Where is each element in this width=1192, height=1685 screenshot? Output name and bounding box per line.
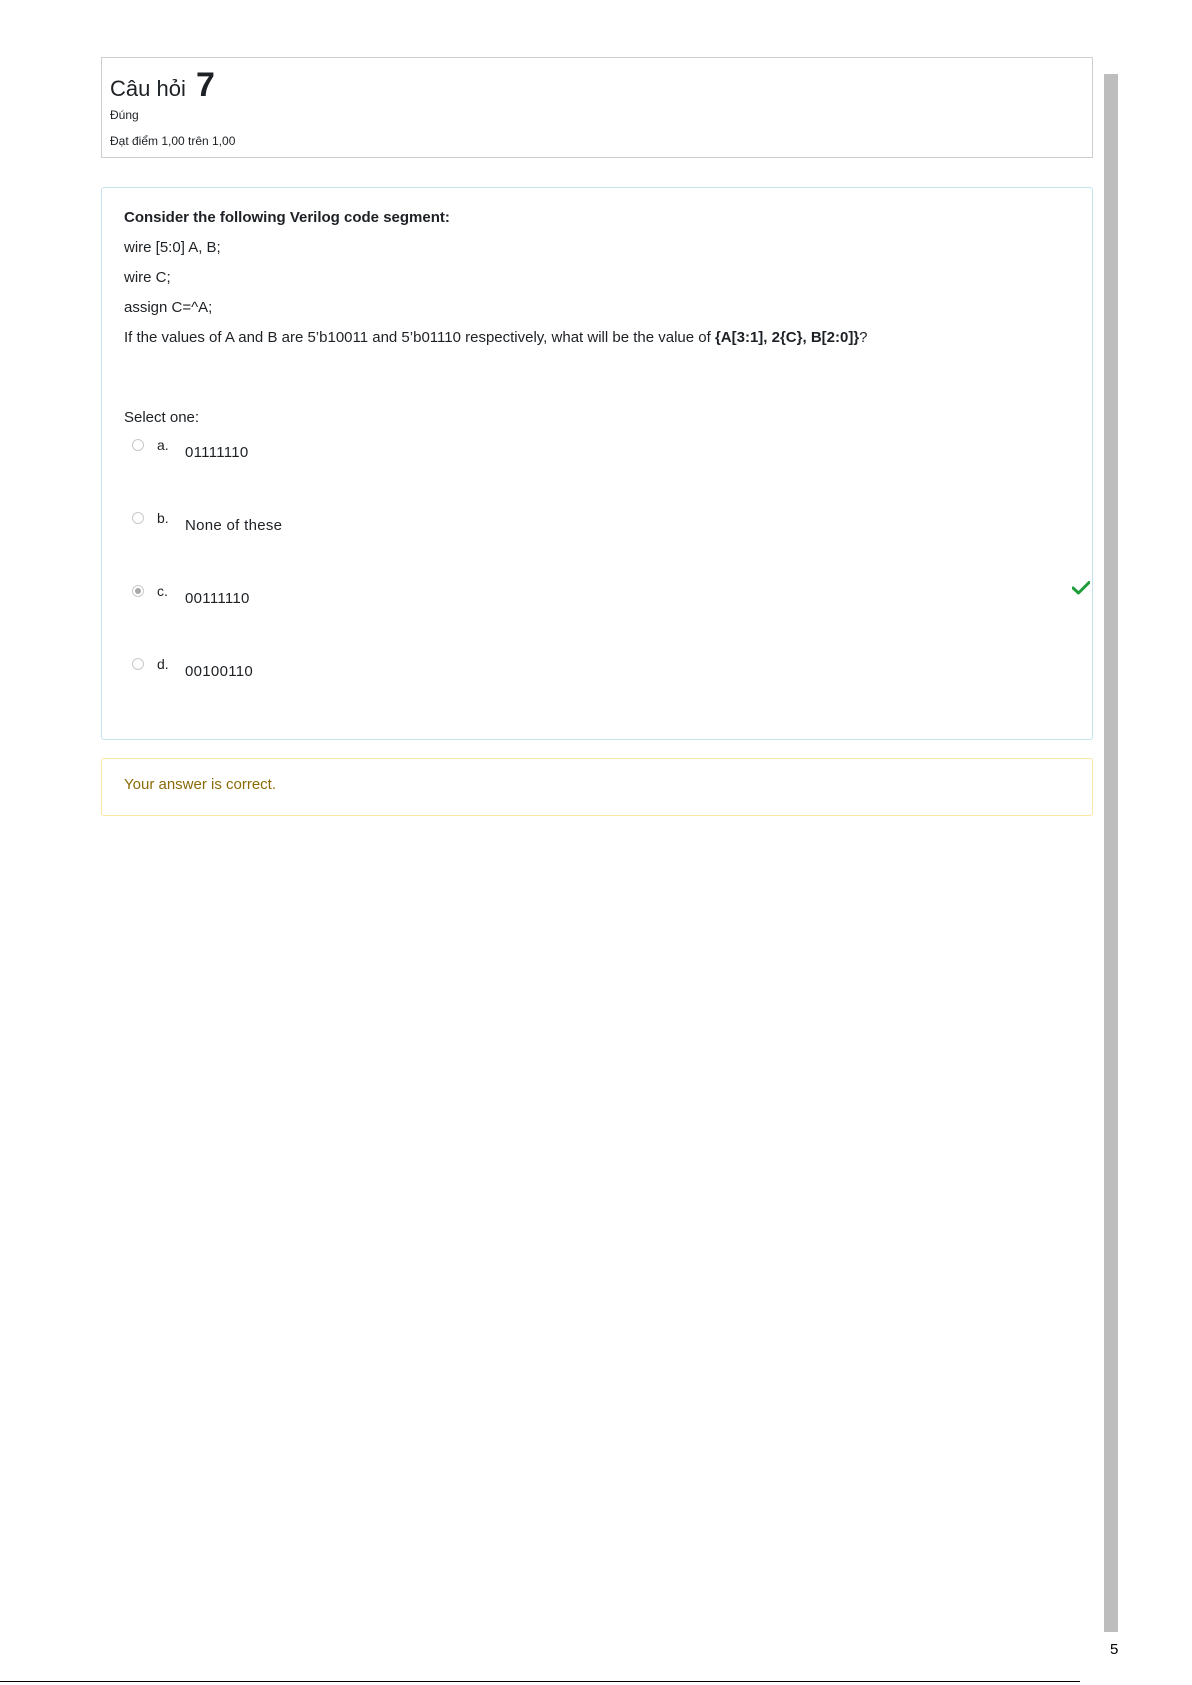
scrollbar[interactable] <box>1104 74 1118 1632</box>
question-number: 7 <box>195 66 215 104</box>
question-formulation <box>101 187 1093 740</box>
select-prompt: Select one: <box>124 409 200 426</box>
option-c-letter: c. <box>157 583 168 599</box>
code-line-1: wire [5:0] A, B; <box>124 239 221 256</box>
option-c-radio[interactable] <box>132 585 144 597</box>
question-info-box <box>101 57 1093 158</box>
feedback-box <box>101 758 1093 816</box>
check-icon <box>1072 581 1090 595</box>
option-a-letter: a. <box>157 437 169 453</box>
option-a-radio[interactable] <box>132 439 144 451</box>
page-number: 5 <box>1110 1641 1119 1658</box>
option-d-text[interactable]: 00100110 <box>185 663 254 680</box>
question-title <box>110 66 215 105</box>
question-sentence <box>124 330 868 346</box>
option-c[interactable] <box>132 583 1062 609</box>
question-expression: {A[3:1], 2{C}, B[2:0]} <box>714 329 860 346</box>
page-divider <box>0 1681 1080 1682</box>
code-line-2: wire C; <box>124 269 171 286</box>
question-sentence-start: If the values of A and B are 5’b10011 and 5’b01110 respectively, what will be the value of <box>124 329 715 346</box>
question-state: Đúng <box>110 108 139 122</box>
question-text <box>124 210 868 360</box>
option-b-radio[interactable] <box>132 512 144 524</box>
question-sentence-end: ? <box>859 329 868 346</box>
option-b-text[interactable]: None of these <box>185 517 283 534</box>
feedback-text: Your answer is correct. <box>124 776 277 793</box>
option-a-text[interactable]: 01111110 <box>185 444 249 461</box>
question-intro: Consider the following Verilog code segment: <box>124 209 450 226</box>
option-d-radio[interactable] <box>132 658 144 670</box>
question-grade: Đạt điểm 1,00 trên 1,00 <box>110 134 236 148</box>
option-d-letter: d. <box>157 656 169 672</box>
question-title-prefix: Câu hỏi <box>110 76 186 101</box>
option-b[interactable] <box>132 510 1062 536</box>
option-b-letter: b. <box>157 510 169 526</box>
option-a[interactable] <box>132 437 1062 463</box>
option-d[interactable] <box>132 656 1062 682</box>
code-line-3: assign C=^A; <box>124 299 213 316</box>
option-c-text[interactable]: 00111110 <box>185 590 250 607</box>
